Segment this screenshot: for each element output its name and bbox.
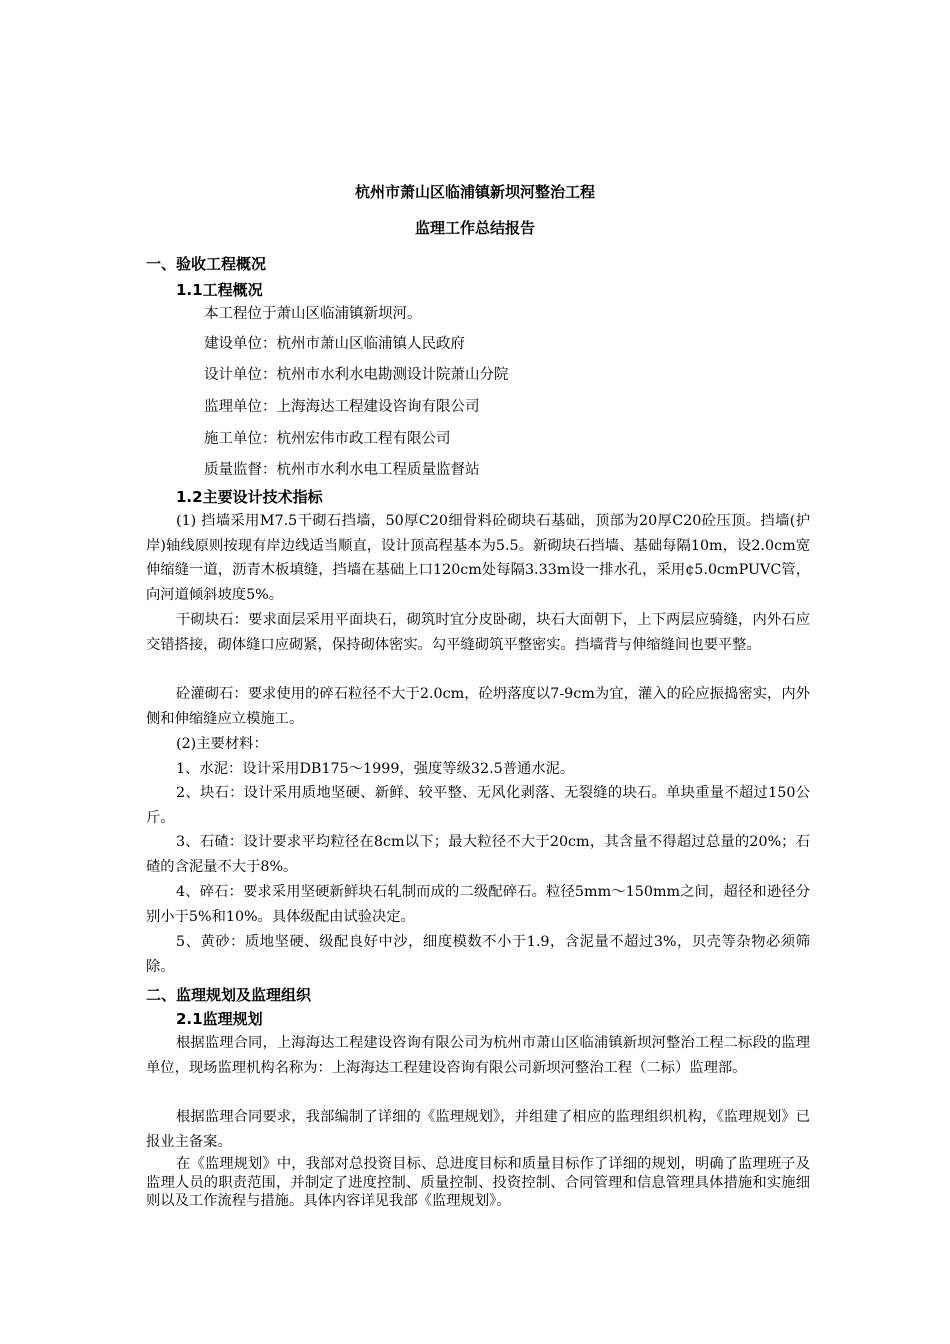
paragraph-sand: 5、黄砂：质地坚硬、级配良好中沙，细度模数不小于1.9，含泥量不超过3%，贝壳等杂物必须筛除。 [146,934,810,975]
paragraph-retaining-wall: (1) 挡墙采用M7.5干砌石挡墙，50厚C20细骨料砼砌块石基础，顶部为20厚C20砼压顶。挡墙(护岸)轴线原则按现有岸边线适当顺直，设计顶高程基本为5.5。新砌块石挡墙、基础每隔10m，设2.0cm宽伸缩缝一道，沥青木板填缝，挡墙在基础上口120cm处每隔3.33m设一排水孔，采用¢5.0cmPUVC管，向河道倾斜坡度5%。 [146,513,810,603]
subsection-1-2-heading: 1.2主要设计技术指标 [176,488,323,506]
overview-designer: 设计单位：杭州市水利水电勘测设计院萧山分院 [204,367,509,383]
paragraph-supervision-plan: 根据监理合同要求，我部编制了详细的《监理规划》，并组建了相应的监理组织机构，《监理规划》已报业主备案。 [146,1109,810,1150]
paragraph-materials-heading: (2)主要材料： [176,736,268,752]
overview-contractor: 施工单位：杭州宏伟市政工程有限公司 [204,431,451,447]
subsection-1-1-heading: 1.1工程概况 [176,281,263,299]
paragraph-plan-details: 在《监理规划》中，我部对总投资目标、总进度目标和质量目标作了详细的规划，明确了监理班子及监理人员的职责范围，并制定了进度控制、质量控制、投资控制、合同管理和信息管理具体措施和实施细则以及工作流程与措施。具体内容详见我部《监理规划》。 [146,1156,810,1209]
paragraph-cement: 1、水泥：设计采用DB175～1999，强度等级32.5普通水泥。 [176,761,575,777]
section-1-heading: 一、验收工程概况 [146,255,267,273]
section-2-heading: 二、监理规划及监理组织 [146,986,312,1004]
paragraph-rubble: 3、石碴：设计要求平均粒径在8cm以下；最大粒径不大于20cm，其含量不得超过总量的20%；石碴的含泥量不大于8%。 [146,834,810,875]
overview-supervisor: 监理单位：上海海达工程建设咨询有限公司 [204,399,480,415]
overview-owner: 建设单位：杭州市萧山区临浦镇人民政府 [204,336,465,352]
paragraph-concrete-grouted: 砼灌砌石：要求使用的碎石粒径不大于2.0cm，砼坍落度以7-9cm为宜，灌入的砼应振捣密实，内外侧和伸缩缝应立模施工。 [146,686,810,727]
paragraph-gravel: 4、碎石：要求采用坚硬新鲜块石轧制而成的二级配碎石。粒径5mm～150mm之间，超径和逊径分别小于5%和10%。具体级配由试验决定。 [146,884,810,925]
paragraph-supervision-contract: 根据监理合同，上海海达工程建设咨询有限公司为杭州市萧山区临浦镇新坝河整治工程二标段的监理单位，现场监理机构名称为：上海海达工程建设咨询有限公司新坝河整治工程（二标）监理部。 [146,1035,810,1076]
paragraph-dry-masonry: 干砌块石：要求面层采用平面块石，砌筑时宜分皮卧砌，块石大面朝下，上下两层应骑缝，内外石应交错搭接，砌体缝口应砌紧，保持砌体密实。勾平缝砌筑平整密实。挡墙背与伸缩缝间也要平整。 [146,612,810,653]
paragraph-block-stone: 2、块石：设计采用质地坚硬、新鲜、较平整、无风化剥落、无裂缝的块石。单块重量不超过150公斤。 [146,785,810,826]
subsection-2-1-heading: 2.1监理规划 [176,1010,263,1028]
overview-location: 本工程位于萧山区临浦镇新坝河。 [204,306,422,322]
overview-quality-supervision: 质量监督：杭州市水利水电工程质量监督站 [204,462,480,478]
document-subtitle: 监理工作总结报告 [414,219,535,237]
document-title: 杭州市萧山区临浦镇新坝河整治工程 [354,183,595,201]
